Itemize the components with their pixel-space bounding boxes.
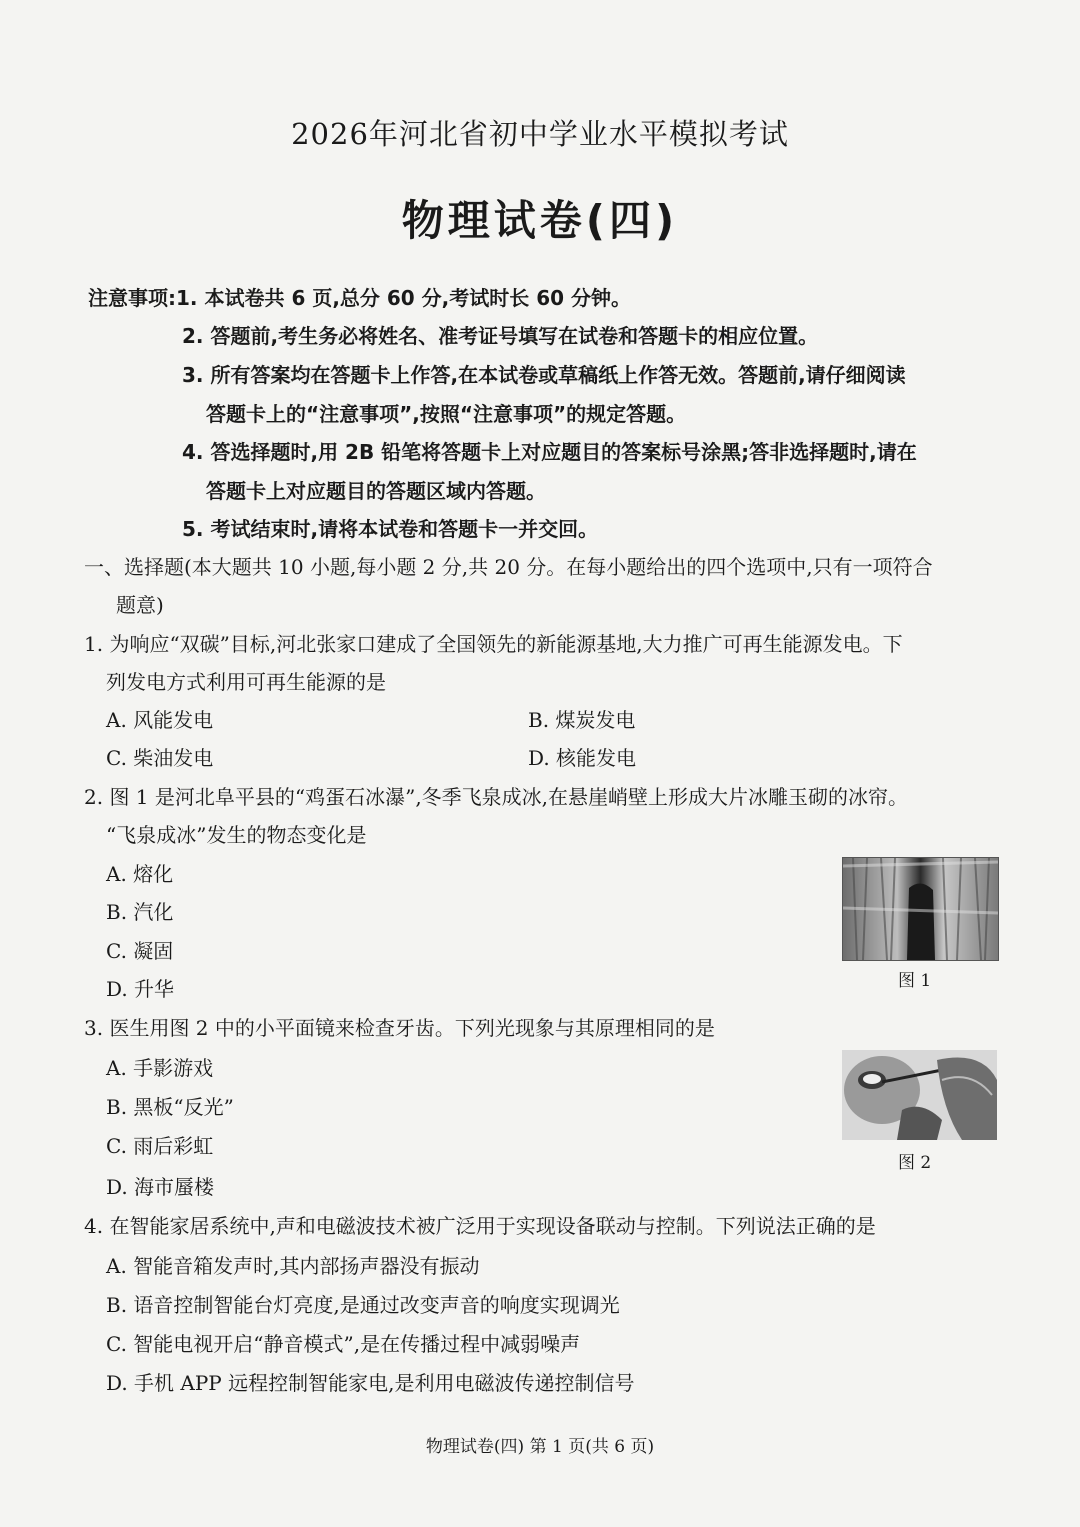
section-heading: 一、选择题(本大题共 10 小题,每小题 2 分,共 20 分。在每小题给出的四个选项中,只有一项符合: [84, 555, 933, 579]
question-4-option-b: B. 语音控制智能台灯亮度,是通过改变声音的响度实现调光: [106, 1293, 620, 1317]
question-3-option-c: C. 雨后彩虹: [106, 1134, 214, 1158]
question-4-option-d: D. 手机 APP 远程控制智能家电,是利用电磁波传递控制信号: [106, 1371, 635, 1395]
figure-2-dental-mirror-image: [842, 1050, 997, 1140]
figure-2-caption: 图 2: [898, 1153, 932, 1173]
section-heading-cont: 题意): [116, 593, 164, 617]
question-2-option-a: A. 熔化: [106, 862, 174, 886]
exam-title: 物理试卷(四): [401, 196, 679, 245]
question-2-option-d: D. 升华: [106, 977, 175, 1001]
question-1-option-c: C. 柴油发电: [106, 746, 214, 770]
question-2-option-c: C. 凝固: [106, 939, 174, 963]
notice-item-3b: 答题卡上的“注意事项”,按照“注意事项”的规定答题。: [206, 402, 687, 426]
notice-line-1: [88, 282, 1018, 311]
question-1-option-a: A. 风能发电: [106, 708, 214, 732]
question-2-option-b: B. 汽化: [106, 900, 174, 924]
question-1-stem-cont: 列发电方式利用可再生能源的是: [106, 670, 386, 694]
page-footer: 物理试卷(四) 第 1 页(共 6 页): [425, 1437, 655, 1457]
figure-1-ice-waterfall-image: [842, 857, 999, 961]
question-3-option-d: D. 海市蜃楼: [106, 1175, 215, 1199]
notice-item-1: 1. 本试卷共 6 页,总分 60 分,考试时长 60 分钟。: [176, 286, 632, 310]
notice-label: 注意事项:: [88, 286, 176, 310]
question-3-option-b: B. 黑板“反光”: [106, 1095, 234, 1119]
question-1-option-d: D. 核能发电: [528, 746, 637, 770]
notice-item-5: 5. 考试结束时,请将本试卷和答题卡一并交回。: [182, 517, 599, 541]
question-1-stem: 1. 为响应“双碳”目标,河北张家口建成了全国领先的新能源基地,大力推广可再生能源发电。下: [84, 632, 903, 656]
question-4-option-c: C. 智能电视开启“静音模式”,是在传播过程中减弱噪声: [106, 1332, 581, 1356]
notice-item-3a: 3. 所有答案均在答题卡上作答,在本试卷或草稿纸上作答无效。答题前,请仔细阅读: [182, 363, 906, 387]
question-2-stem-cont: “飞泉成冰”发生的物态变化是: [106, 823, 367, 847]
notice-item-2: 2. 答题前,考生务必将姓名、准考证号填写在试卷和答题卡的相应位置。: [182, 324, 819, 348]
question-4-stem: 4. 在智能家居系统中,声和电磁波技术被广泛用于实现设备联动与控制。下列说法正确的是: [84, 1214, 876, 1238]
question-4-option-a: A. 智能音箱发声时,其内部扬声器没有振动: [106, 1254, 480, 1278]
figure-1-caption: 图 1: [898, 971, 932, 991]
question-2-stem: 2. 图 1 是河北阜平县的“鸡蛋石冰瀑”,冬季飞泉成冰,在悬崖峭壁上形成大片冰雕玉砌的冰帘。: [84, 785, 909, 809]
exam-subtitle: 2026年河北省初中学业水平模拟考试: [291, 117, 789, 151]
question-3-stem: 3. 医生用图 2 中的小平面镜来检查牙齿。下列光现象与其原理相同的是: [84, 1016, 715, 1040]
notice-item-4a: 4. 答选择题时,用 2B 铅笔将答题卡上对应题目的答案标号涂黑;答非选择题时,请在: [182, 440, 917, 464]
question-3-option-a: A. 手影游戏: [106, 1056, 214, 1080]
question-1-option-b: B. 煤炭发电: [528, 708, 636, 732]
notice-item-4b: 答题卡上对应题目的答题区域内答题。: [206, 479, 546, 503]
